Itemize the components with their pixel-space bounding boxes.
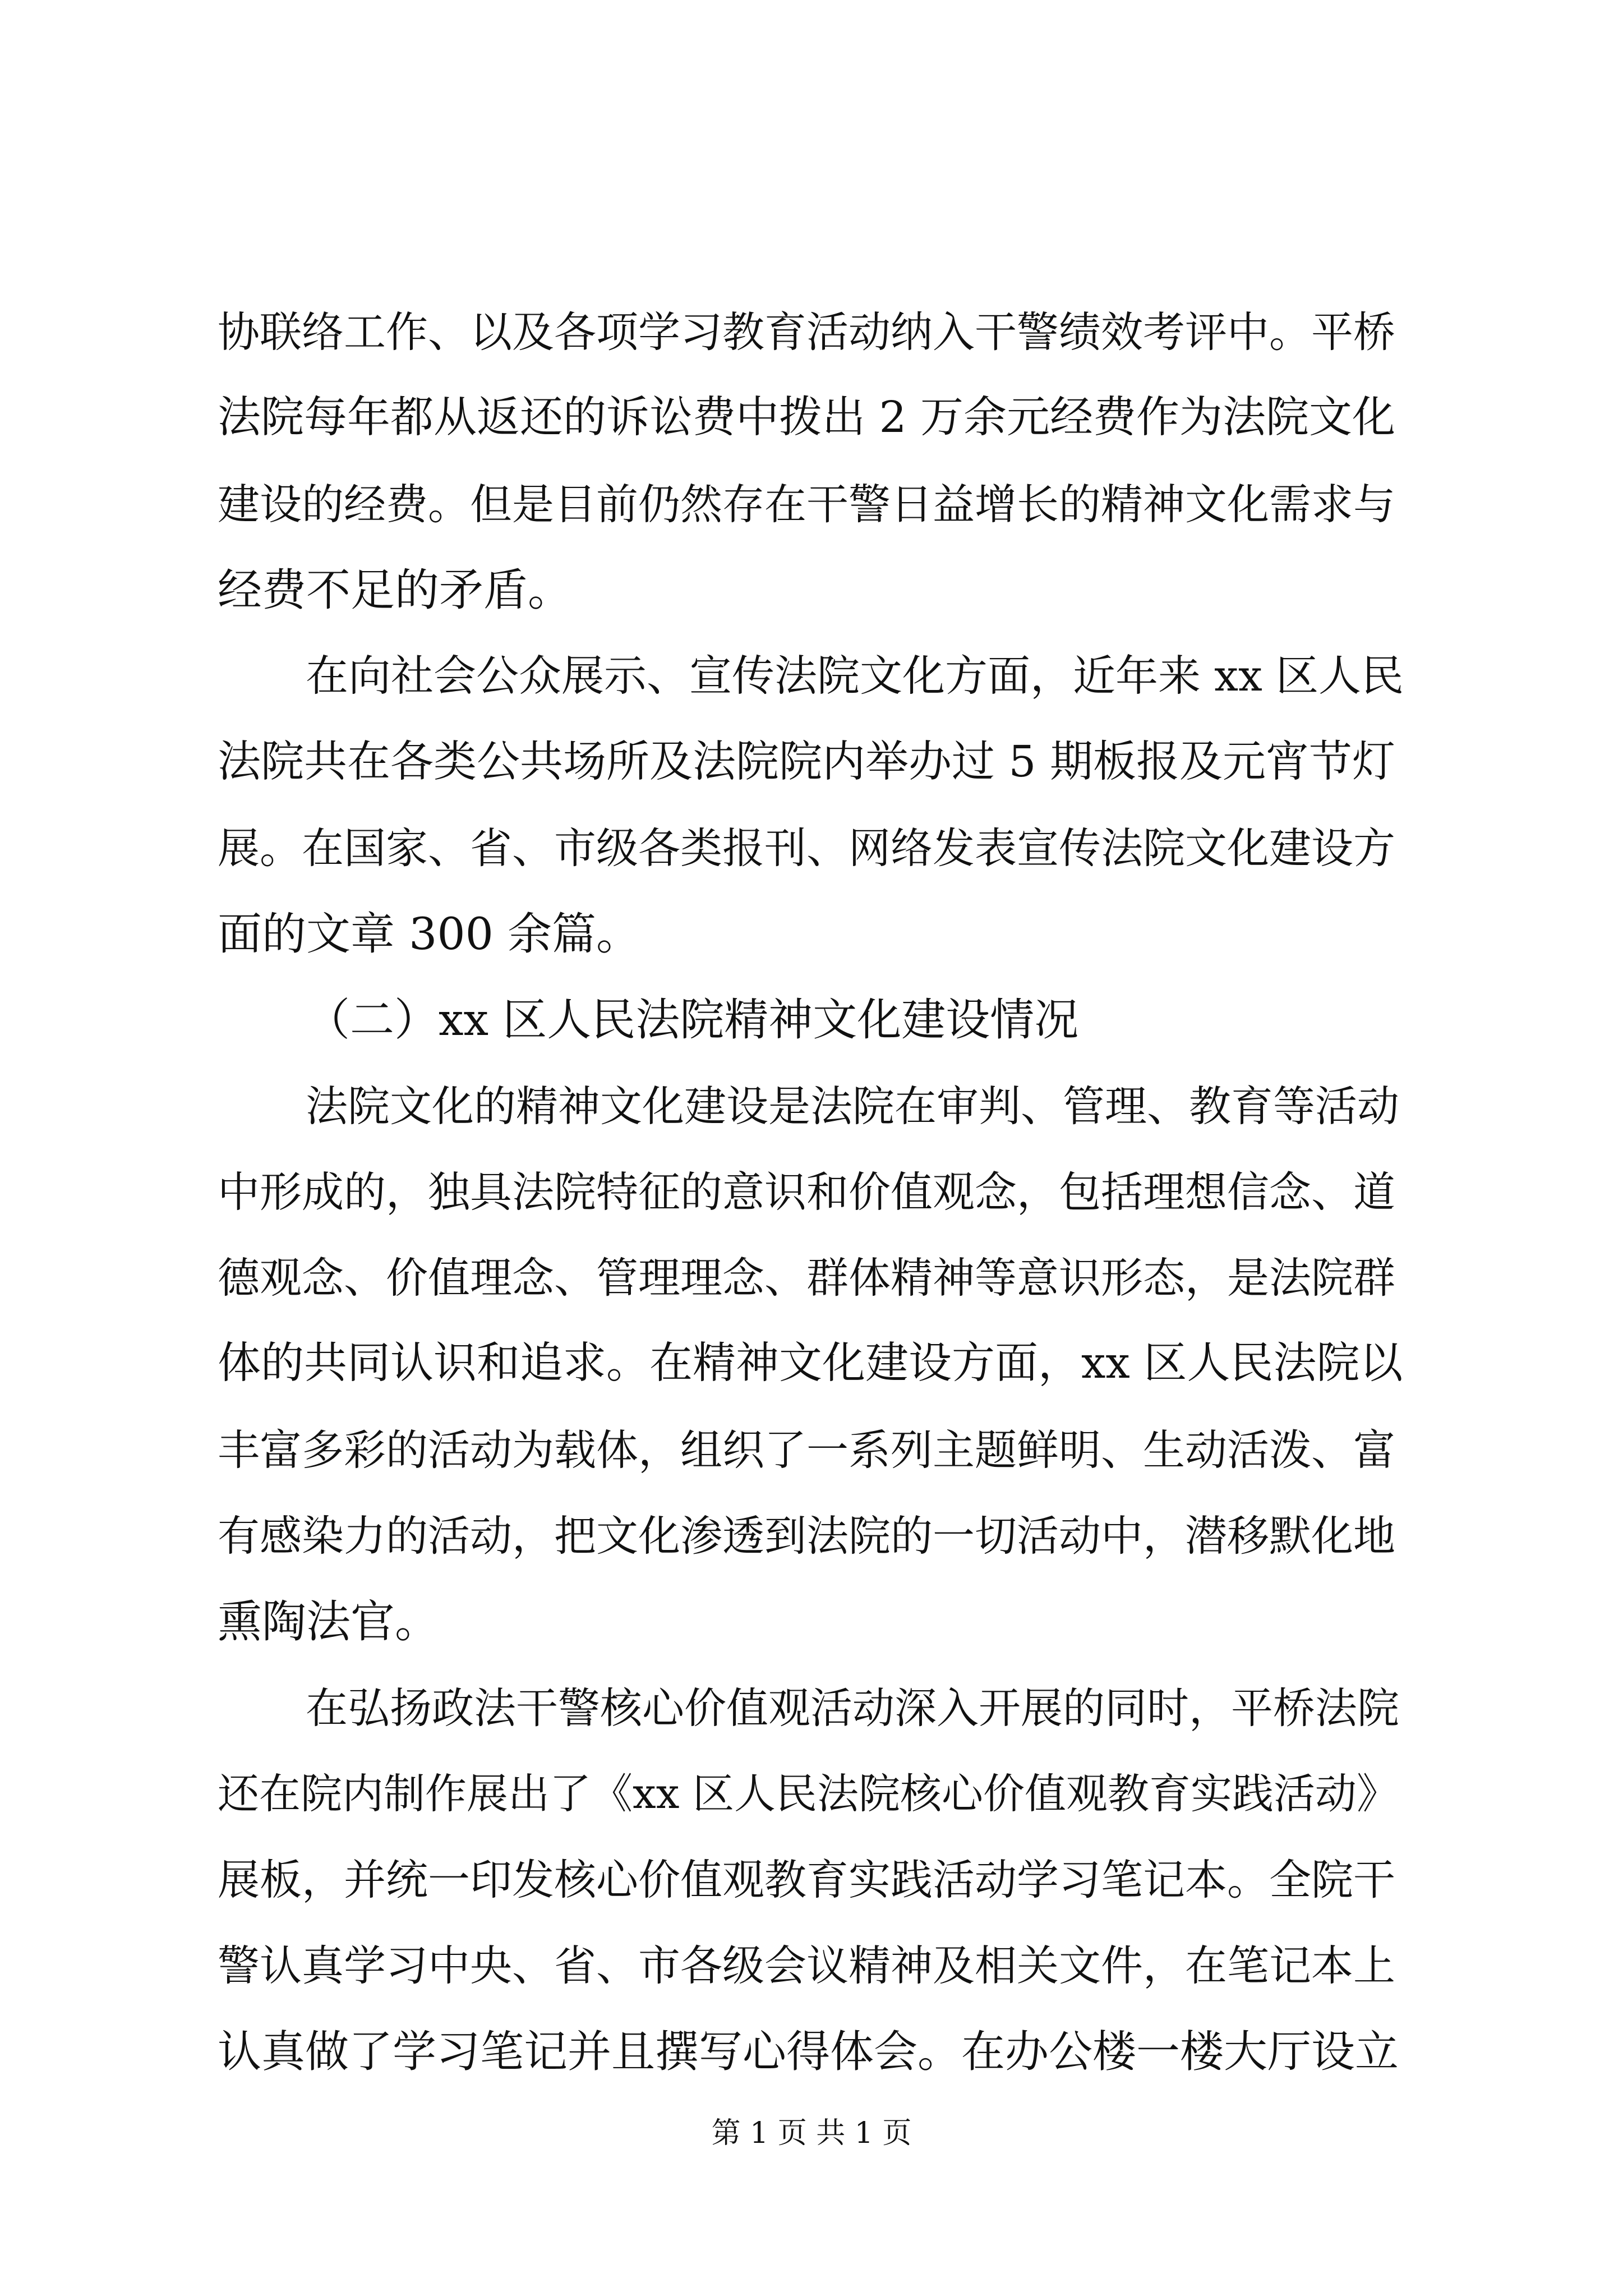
body-line: 体的共同认识和追求。在精神文化建设方面，xx 区人民法院以 bbox=[218, 1338, 1403, 1388]
body-line: 认真做了学习笔记并且撰写心得体会。在办公楼一楼大厅设立 bbox=[218, 2027, 1399, 2077]
body-line: 熏陶法官。 bbox=[218, 1596, 439, 1648]
body-line: 展板，并统一印发核心价值观教育实践活动学习笔记本。全院干 bbox=[218, 1855, 1396, 1904]
body-line: 经费不足的矛盾。 bbox=[218, 564, 572, 616]
section-heading: （二）xx 区人民法院精神文化建设情况 bbox=[306, 994, 1079, 1046]
body-line: 丰富多彩的活动为载体，组织了一系列主题鲜明、生动活泼、富 bbox=[218, 1425, 1396, 1475]
body-line: 面的文章 300 余篇。 bbox=[218, 908, 641, 960]
paragraph-first-line: 在弘扬政法干警核心价值观活动深入开展的同时，平桥法院 bbox=[306, 1683, 1400, 1733]
body-line: 协联络工作、以及各项学习教育活动纳入干警绩效考评中。平桥 bbox=[218, 307, 1396, 357]
paragraph-first-line: 在向社会公众展示、宣传法院文化方面，近年来 xx 区人民 bbox=[306, 651, 1404, 701]
body-line: 德观念、价值理念、管理理念、群体精神等意识形态，是法院群 bbox=[218, 1253, 1396, 1303]
body-line: 展。在国家、省、市级各类报刊、网络发表宣传法院文化建设方 bbox=[218, 823, 1396, 873]
body-line: 法院每年都从返还的诉讼费中拨出 2 万余元经费作为法院文化 bbox=[218, 393, 1395, 443]
body-line: 还在院内制作展出了《xx 区人民法院核心价值观教育实践活动》 bbox=[218, 1770, 1398, 1818]
body-line: 中形成的，独具法院特征的意识和价值观念，包括理想信念、道 bbox=[218, 1167, 1396, 1217]
body-line: 法院共在各类公共场所及法院院内举办过 5 期板报及元宵节灯 bbox=[218, 737, 1395, 787]
page-footer: 第 1 页 共 1 页 bbox=[711, 2116, 912, 2150]
body-line: 有感染力的活动，把文化渗透到法院的一切活动中，潜移默化地 bbox=[218, 1511, 1396, 1561]
body-line: 警认真学习中央、省、市各级会议精神及相关文件，在笔记本上 bbox=[218, 1941, 1396, 1990]
body-line: 建设的经费。但是目前仍然存在干警日益增长的精神文化需求与 bbox=[218, 480, 1396, 529]
paragraph-first-line: 法院文化的精神文化建设是法院在审判、管理、教育等活动 bbox=[306, 1082, 1400, 1131]
